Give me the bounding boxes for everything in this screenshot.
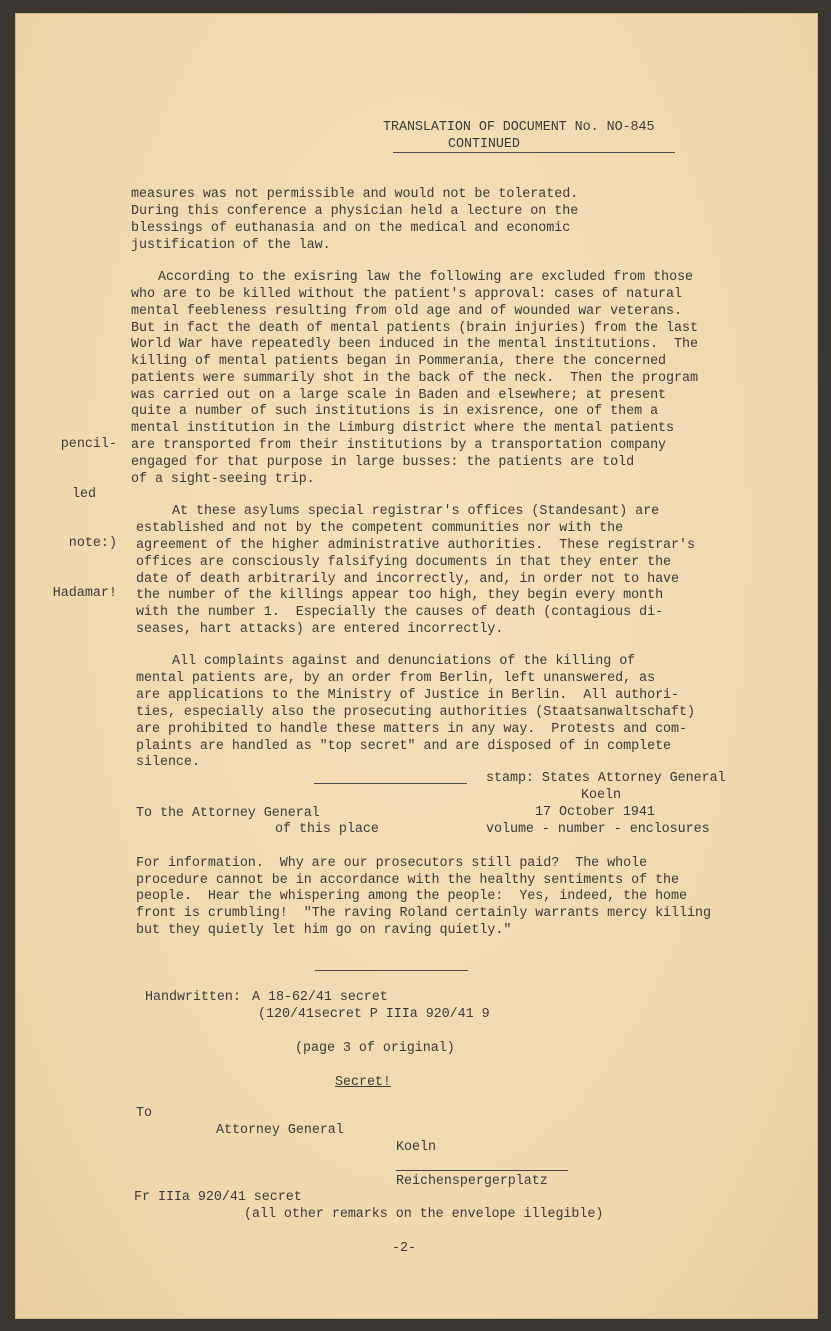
body-line: World War have repeatedly been induced in the mental institutions. The: [131, 337, 698, 352]
margin-note-line: led: [71, 486, 97, 502]
body-line: silence.: [136, 755, 200, 770]
body-line: date of death arbitrarily and incorrectly, and, in order not to have: [136, 572, 680, 587]
pencil-margin-note: [51, 404, 117, 635]
body-line: engaged for that purpose in large busses: the patients are told: [131, 455, 635, 470]
body-line: During this conference a physician held a lecture on the: [131, 204, 579, 219]
envelope-rule: [396, 1170, 568, 1171]
margin-note-line: pencil-: [60, 437, 117, 452]
body-line: According to the exisring law the following are excluded from those: [158, 270, 694, 285]
envelope-city: Koeln: [396, 1140, 436, 1155]
body-line: are transported from their institutions by a transportation company: [131, 438, 667, 453]
body-line: was carried out on a large scale in Baden and elsewhere; at present: [131, 388, 667, 403]
document-subtitle: CONTINUED: [448, 137, 520, 152]
body-line: quite a number of such institutions is in exisrence, one of them a: [131, 404, 659, 419]
body-line: established and not by the competent communities nor with the: [136, 521, 624, 536]
body-line: are applications to the Ministry of Justice in Berlin. All authori-: [136, 688, 680, 703]
body-line: mental patients are, by an order from Berlin, left unanswered, as: [136, 671, 656, 686]
body-line: who are to be killed without the patient's approval: cases of natural: [131, 287, 683, 302]
handwritten-label: Handwritten:: [145, 990, 241, 1005]
stamp-date: 17 October 1941: [535, 805, 655, 820]
handwritten-ref: A 18-62/41 secret: [252, 990, 388, 1005]
body-line: blessings of euthanasia and on the medical and economic: [131, 221, 571, 236]
header-underline: [393, 152, 675, 153]
stamp-label: stamp: States Attorney General: [486, 771, 726, 786]
body-line: measures was not permissible and would not be tolerated.: [131, 187, 579, 202]
body-line: seases, hart attacks) are entered incorrectly.: [136, 622, 504, 637]
page-number: -2-: [392, 1241, 416, 1256]
body-line: But in fact the death of mental patients (brain injuries) from the last: [131, 321, 698, 336]
body-line: are prohibited to handle these matters in any way. Protests and com-: [136, 722, 688, 737]
body-line: killing of mental patients began in Pommerania, there the concerned: [131, 354, 667, 369]
envelope-recipient: Attorney General: [216, 1123, 344, 1138]
margin-note-line: Hadamar!: [52, 585, 117, 601]
stamp-city: Koeln: [581, 788, 621, 803]
body-line: patients were summarily shot in the back of the neck. Then the program: [131, 371, 698, 386]
body-line: agreement of the higher administrative authorities. These registrar's: [136, 538, 695, 553]
body-line: All complaints against and denunciations of the killing of: [172, 654, 636, 669]
page-note: (page 3 of original): [295, 1041, 455, 1056]
envelope-ref: Fr IIIa 920/41 secret: [134, 1190, 302, 1205]
section-divider: [314, 783, 467, 784]
body-line: mental feebleness resulting from old age and of wounded war veterans.: [131, 304, 683, 319]
body-line: procedure cannot be in accordance with the healthy sentiments of the: [136, 873, 680, 888]
envelope-to: To: [136, 1106, 152, 1121]
body-line: ties, especially also the prosecuting authorities (Staatsanwaltschaft): [136, 705, 695, 720]
body-line: At these asylums special registrar's offices (Standesant) are: [172, 504, 660, 519]
body-line: justification of the law.: [131, 238, 331, 253]
body-line: plaints are handled as "top secret" and are disposed of in complete: [136, 739, 672, 754]
envelope-street: Reichenspergerplatz: [396, 1174, 548, 1189]
document-title: TRANSLATION OF DOCUMENT No. NO-845: [383, 120, 655, 135]
addressee-title: To the Attorney General: [136, 806, 320, 821]
body-line: front is crumbling! "The raving Roland certainly warrants mercy killing: [136, 906, 711, 921]
secret-heading: Secret!: [335, 1075, 391, 1090]
body-line: with the number 1. Especially the causes of death (contagious di-: [136, 605, 664, 620]
handwritten-ref-2: (120/41secret P IIIa 920/41 9: [258, 1007, 490, 1022]
addressee-place: of this place: [275, 822, 379, 837]
body-line: of a sight-seeing trip.: [131, 472, 315, 487]
margin-note-line: note:): [68, 536, 117, 551]
body-line: For information. Why are our prosecutors still paid? The whole: [136, 856, 648, 871]
document-page: [15, 13, 818, 1319]
body-line: people. Hear the whispering among the people: Yes, indeed, the home: [136, 889, 688, 904]
body-line: mental institution in the Limburg district where the mental patients: [131, 421, 675, 436]
section-divider: [315, 970, 468, 971]
envelope-remark: (all other remarks on the envelope illegible): [244, 1207, 604, 1222]
body-line: offices are consciously falsifying documents in that they enter the: [136, 555, 672, 570]
body-line: the number of the killings appear too high, they begin every month: [136, 588, 664, 603]
stamp-fields: volume - number - enclosures: [486, 822, 710, 837]
body-line: but they quietly let him go on raving quietly.": [136, 923, 512, 938]
